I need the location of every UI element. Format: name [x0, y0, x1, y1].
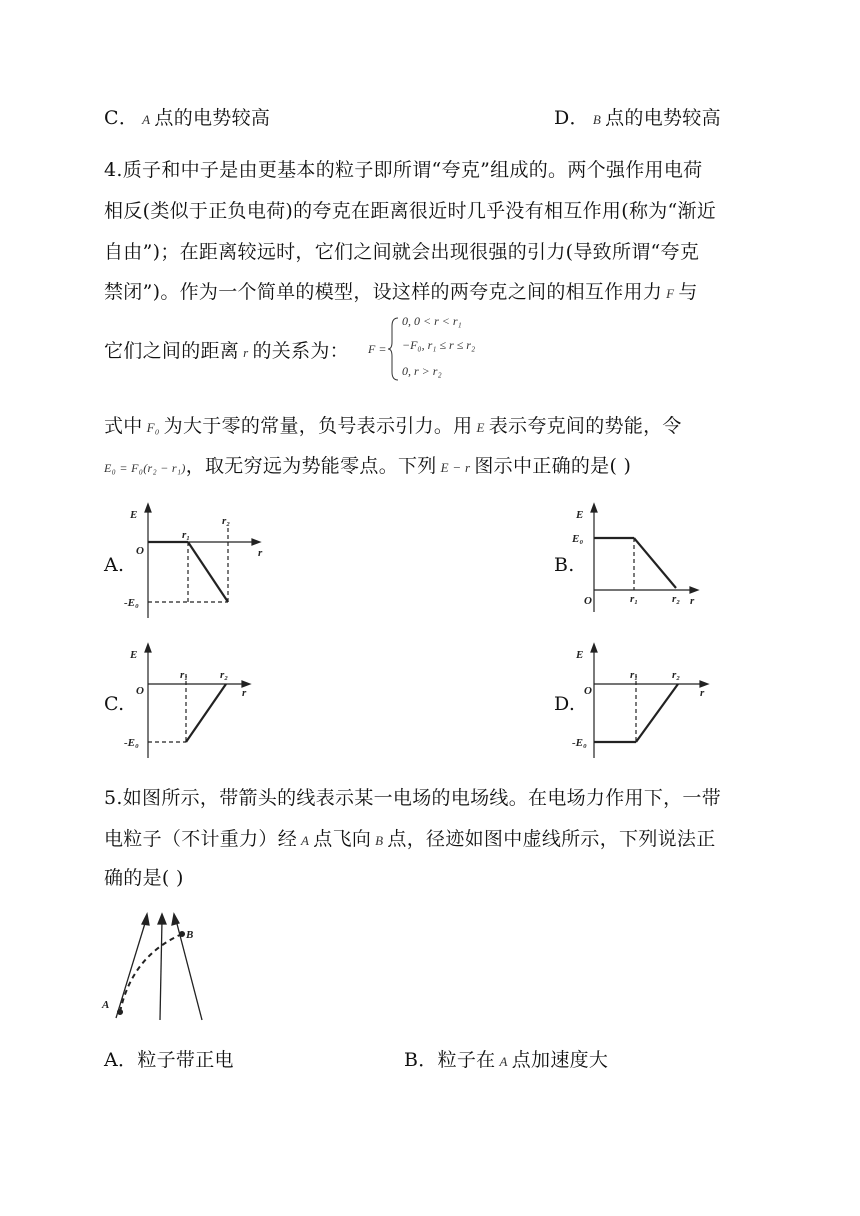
var-a: A — [142, 112, 151, 127]
label-e0: E₀ — [572, 533, 584, 545]
graph-d — [570, 640, 720, 762]
field-line-1 — [116, 920, 146, 1018]
label-r2: r₂ — [220, 669, 229, 681]
field-line-1-arrow-icon — [142, 914, 149, 925]
label-neg-e0: -E₀ — [124, 737, 139, 749]
field-line-2 — [160, 920, 162, 1020]
q3-option-d: D． B 点的电势较高 — [554, 107, 721, 129]
var-a: A — [499, 1054, 508, 1069]
point-a-dot — [118, 1010, 123, 1015]
r-axis-arrow-icon — [252, 539, 260, 545]
q4-option-d-label: D. — [554, 693, 576, 715]
label-r: r — [242, 687, 247, 699]
label-e: E — [576, 649, 584, 661]
label-a: A — [102, 999, 110, 1011]
q4-line-4: 禁闭”)。作为一个简单的模型，设这样的两夸克之间的相互作用力 F 与 — [104, 281, 698, 303]
q4-line-3: 自由”)；在距离较远时，它们之间就会出现很强的引力(导致所谓“夸克 — [104, 241, 700, 263]
label-neg-e0: -E₀ — [124, 597, 139, 609]
q5-option-b: B．粒子在 A 点加速度大 — [404, 1049, 609, 1071]
label-r1: r₁ — [630, 669, 639, 681]
label-o: O — [584, 595, 592, 607]
q4-option-b-label: B. — [554, 554, 575, 576]
var-e: E — [476, 420, 485, 435]
label-e: E — [130, 649, 138, 661]
var-r: r — [243, 345, 249, 360]
e-axis-arrow-icon — [591, 504, 597, 512]
label-e: E — [576, 509, 584, 521]
graph-a — [120, 500, 270, 622]
graph-c — [120, 640, 270, 762]
label-r2: r₂ — [672, 669, 681, 681]
label-b: B — [186, 929, 194, 941]
q5-line-1: 5.如图所示，带箭头的线表示某一电场的电场线。在电场力作用下，一带 — [104, 787, 722, 809]
formula-lhs: F = — [368, 342, 387, 356]
q4-option-c-label: C. — [104, 693, 125, 715]
label-neg-e0: -E₀ — [572, 737, 587, 749]
var-a: A — [301, 833, 310, 848]
q4-line-5: 它们之间的距离 r 的关系为： — [104, 340, 349, 362]
label-r1: r₁ — [180, 669, 189, 681]
label-o: O — [584, 685, 592, 697]
graph-b — [570, 500, 720, 622]
label-r1: r₁ — [630, 593, 639, 605]
label-r1: r₁ — [182, 529, 191, 541]
label-r: r — [690, 595, 695, 607]
label-r2: r₂ — [672, 593, 681, 605]
piecewise-formula — [368, 312, 508, 386]
field-line-3-arrow-icon — [172, 914, 179, 925]
label-o: O — [136, 685, 144, 697]
label-r: r — [700, 687, 705, 699]
label-r: r — [258, 547, 263, 559]
var-b: B — [375, 833, 384, 848]
var-b: B — [592, 112, 602, 127]
q4-line-7: E₀ = F₀(r₂ − r₁)，取无穷远为势能零点。下列 E − r 图示中正确的是( ) — [104, 455, 632, 477]
formula-case-1: 0, 0 < r < r₁ — [402, 314, 462, 328]
q4-line-2: 相反(类似于正负电荷)的夸克在距离很近时几乎没有相互作用(称为“渐近 — [104, 200, 717, 222]
formula-case-2: −F₀, r₁ ≤ r ≤ r₂ — [402, 338, 476, 352]
label-o: O — [136, 545, 144, 557]
formula-case-3: 0, r > r₂ — [402, 364, 442, 378]
var-f: F — [666, 286, 675, 301]
e-axis-arrow-icon — [591, 644, 597, 652]
e-axis-arrow-icon — [145, 504, 151, 512]
curve-slope — [634, 538, 676, 588]
q4-option-a-label: A. — [104, 554, 125, 576]
q5-line-3: 确的是( ) — [104, 867, 184, 889]
label-e: E — [130, 509, 138, 521]
var-f0: F₀ — [146, 420, 160, 435]
e-axis-arrow-icon — [145, 644, 151, 652]
var-e-r: E − r — [440, 460, 471, 475]
q5-line-2: 电粒子（不计重力）经 A 点飞向 B 点，径迹如图中虚线所示，下列说法正 — [104, 828, 716, 850]
q4-line-1: 4.质子和中子是由更基本的粒子即所谓“夸克”组成的。两个强作用电荷 — [104, 159, 703, 181]
curve-slope — [186, 684, 226, 742]
q3-option-c: C． A 点的电势较高 — [104, 107, 271, 129]
field-line-figure — [98, 908, 218, 1026]
r-axis-arrow-icon — [690, 587, 698, 593]
q4-line-6: 式中 F₀ 为大于零的常量，负号表示引力。用 E 表示夸克间的势能，令 — [104, 415, 682, 437]
curve-slope — [636, 684, 678, 742]
field-line-2-arrow-icon — [158, 914, 166, 924]
e0-formula: E₀ = F₀(r₂ − r₁) — [104, 461, 186, 475]
point-b-dot — [180, 932, 185, 937]
formula-brace — [388, 316, 400, 382]
q5-option-a: A．粒子带正电 — [104, 1049, 234, 1071]
curve-slope — [188, 542, 228, 602]
label-r2: r₂ — [222, 515, 231, 527]
